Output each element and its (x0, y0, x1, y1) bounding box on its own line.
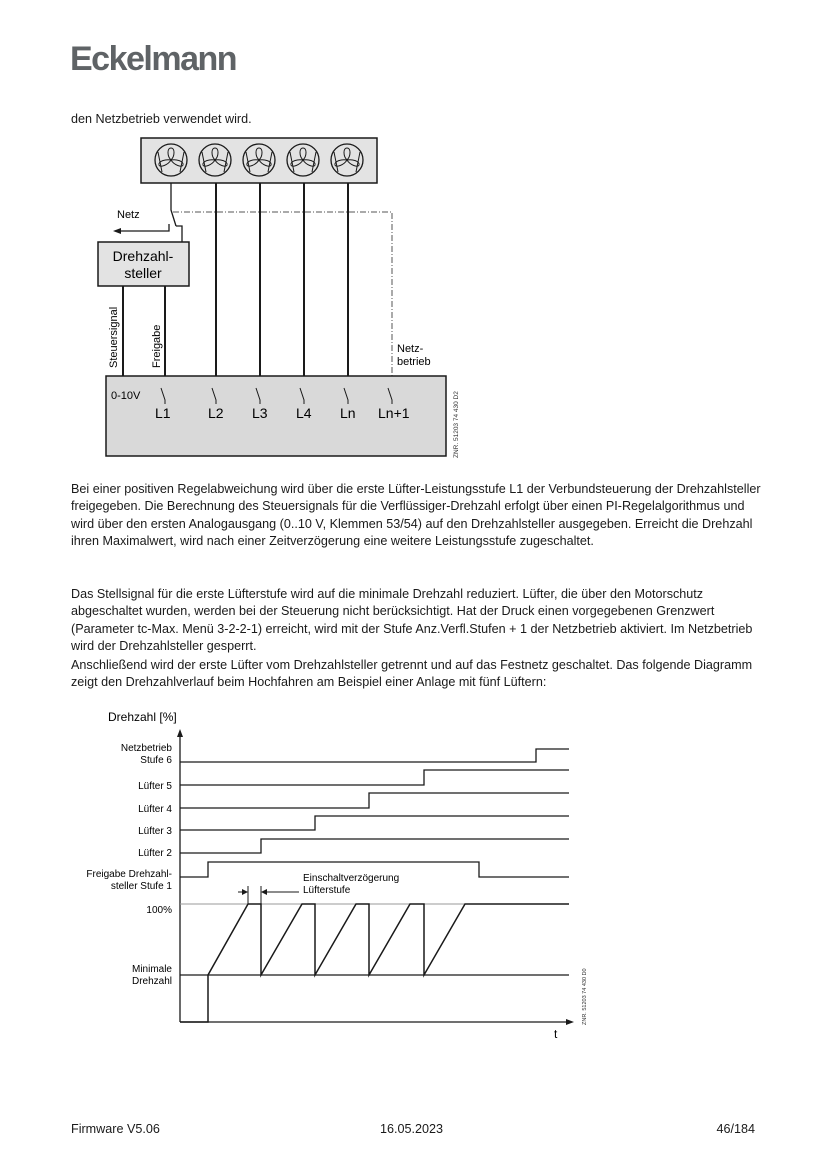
x-axis-label: t (554, 1027, 558, 1041)
label-netzbetrieb: Netzbetrieb (120, 743, 172, 754)
trace-fan3 (180, 816, 569, 830)
trace-speed (180, 904, 569, 1022)
trace-netzbetrieb (180, 749, 569, 762)
timing-diagram (0, 700, 827, 1050)
mains-label-2: betrieb (397, 356, 431, 368)
trace-fan4 (180, 793, 569, 808)
wiring-diagram (0, 0, 827, 470)
label-stufe6: Stufe 6 (140, 755, 172, 766)
label-fan3: Lüfter 3 (138, 826, 172, 837)
label-fan2: Lüfter 2 (138, 848, 172, 859)
intro-text: den Netzbetrieb verwendet wird. (71, 112, 252, 126)
arrow-right-icon (242, 889, 248, 895)
label-max: 100% (146, 905, 172, 916)
stage-label-ln1: Ln+1 (378, 405, 410, 421)
y-axis-arrow-icon (177, 729, 183, 737)
y-axis-label: Drehzahl [%] (108, 710, 177, 724)
label-min-2: Drehzahl (131, 976, 172, 987)
controller-label-2: steller (124, 265, 162, 281)
paragraph-1: Bei einer positiven Regelabweichung wird über die erste Lüfter-Leistungsstufe L1 der Verbundsteuerung der Drehzahlsteller freigegeben. Die Berechnung des Steuersignals für die Verflüssiger-Drehzahl erfolgt über einen PI-Regelalgorithmus und wird über den ersten Analogausgang (0..10 V, Klemmen 53/54) auf den Drehzahlsteller ausgegeben. Erreicht die Drehzahl ihren Maximalwert, wird nach einer Zeitverzögerung eine weitere Leistungsstufe zugeschaltet. (71, 482, 761, 548)
label-fan5: Lüfter 5 (138, 781, 172, 792)
stage-label-l3: L3 (252, 405, 268, 421)
footer-page-number: 46/184 (716, 1122, 755, 1136)
analog-label: 0-10V (111, 390, 141, 402)
netz-label: Netz (117, 209, 140, 221)
label-min-1: Minimale (131, 964, 172, 975)
label-release-2: steller Stufe 1 (110, 881, 172, 892)
label-release-1: Freigabe Drehzahl- (86, 869, 172, 880)
stage-label-ln: Ln (340, 405, 356, 421)
paragraph-2: Das Stellsignal für die erste Lüfterstufe wird auf die minimale Drehzahl reduziert. Lüfter, die über den Motorschutz abgeschaltet wurden, werden bei der Steuerung nicht berücksichtigt. Hat der Druck einen vorgegebenen Grenzwert (Parameter tc-Max. Menü 3-2-2-1) erreicht, wird mit der Stufe Anz.Verfl.Stufen + 1 der Netzbetrieb aktiviert. Im Netzbetrieb wird der Drehzahlsteller gesperrt. (71, 587, 753, 653)
delay-annotation-1: Einschaltverzögerung (303, 873, 400, 884)
x-axis-arrow-icon (566, 1019, 574, 1025)
release-label: Freigabe (151, 324, 163, 368)
footer-date: 16.05.2023 (380, 1122, 444, 1136)
chart-drawing-code: ZNR. 51203 74 430 D0 (582, 968, 588, 1025)
drawing-code: ZNR. 51203 74 430 D2 (453, 391, 460, 458)
trace-fan5 (180, 770, 569, 785)
mains-label-1: Netz- (397, 343, 424, 355)
controller-label-1: Drehzahl- (112, 248, 174, 264)
stage-label-l1: L1 (155, 405, 171, 421)
stage-label-l4: L4 (296, 405, 312, 421)
eckelmann-logo: Eckelmann (70, 40, 237, 78)
arrow-left-icon (113, 228, 121, 234)
trace-fan2 (180, 839, 569, 853)
arrow-left-icon (261, 889, 267, 895)
paragraph-3: Anschließend wird der erste Lüfter vom Drehzahlsteller getrennt und auf das Festnetz geschaltet. Das folgende Diagramm zeigt den Drehzahlverlauf beim Hochfahren am Beispiel einer Anlage mit fünf Lüftern: (71, 658, 753, 690)
footer-firmware: Firmware V5.06 (71, 1122, 160, 1136)
label-fan4: Lüfter 4 (138, 804, 172, 815)
stage-label-l2: L2 (208, 405, 224, 421)
signal-label: Steuersignal (108, 306, 120, 368)
delay-annotation-2: Lüfterstufe (303, 885, 351, 896)
